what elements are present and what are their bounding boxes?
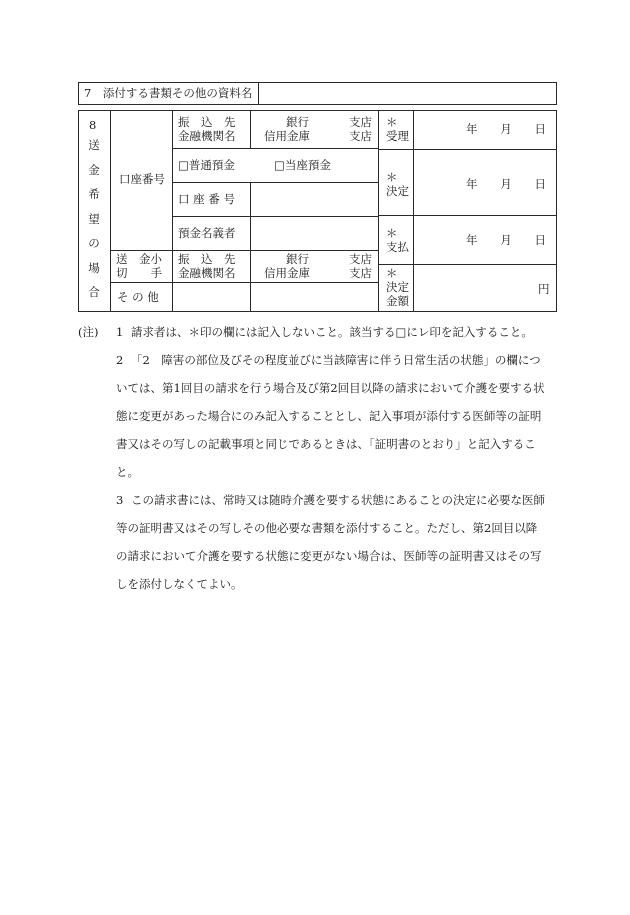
received-label: ＊ 受理 xyxy=(386,115,409,143)
decided-date: 年 月 日 xyxy=(466,177,546,191)
section8-vertical-label: 送 金 希 望 の 場 合 xyxy=(88,138,100,299)
bank-label: 振 込 先 金融機関名 xyxy=(178,252,236,280)
note-item-3-cont: 等の証明書又はその写しその他必要な書類を添付すること。ただし、第2回目以降 の請求において介護を要する状態に変更がない場合は、医師等の証明書又はその写 しを添付しなくてよい。 xyxy=(116,521,542,591)
table-border xyxy=(78,311,556,312)
current-deposit-checkbox[interactable]: □当座預金 xyxy=(274,158,331,172)
bank-name-field[interactable]: 銀行 支店 信用金庫 支店 xyxy=(264,115,372,143)
note-number: 3 xyxy=(116,493,124,507)
note-item-2: 「2 障害の部位及びその程度並びに当該障害に伴う日常生活の状態」の欄につ xyxy=(131,353,541,367)
table-border xyxy=(378,264,556,265)
account-number-field[interactable] xyxy=(251,183,377,215)
table-border xyxy=(413,110,414,312)
paid-label: ＊ 支払 xyxy=(386,226,409,254)
received-date: 年 月 日 xyxy=(466,122,546,136)
section8-number: 8 xyxy=(89,118,97,132)
table-border xyxy=(556,110,557,312)
holder-label: 預金名義者 xyxy=(178,226,236,240)
ordinary-deposit-checkbox[interactable]: □普通預金 xyxy=(178,158,235,172)
note-item-2-cont: いては、第1回目の請求を行う場合及び第2回目以降の請求において介護を要する状 態に変更があった場合にのみ記入することとし、記入事項が添付する医師等の証明 書又はその写しの記載事項と同じであるときは、「証明書のとおり」と記入するこ と。 xyxy=(116,381,545,479)
table-border xyxy=(378,149,556,150)
yen-unit: 円 xyxy=(538,282,550,296)
table-border xyxy=(250,110,251,148)
holder-name-field[interactable] xyxy=(251,217,377,249)
decided-label: ＊ 決定 xyxy=(386,170,409,198)
bank-label: 振 込 先 金融機関名 xyxy=(178,115,236,143)
table-border xyxy=(78,104,556,105)
table-border xyxy=(172,148,378,149)
decided-amount-label: ＊ 決定 金額 xyxy=(386,266,409,308)
table-border xyxy=(378,110,379,312)
table-border xyxy=(556,82,557,105)
attached-documents-field[interactable] xyxy=(259,83,555,104)
account-number-group-label: 口座番号 xyxy=(119,172,165,186)
postal-remittance-label: 送 金小 切 手 xyxy=(116,252,162,280)
table-border xyxy=(78,110,79,312)
table-border xyxy=(378,215,556,216)
other-label: そ の 他 xyxy=(117,290,159,304)
other-field[interactable] xyxy=(173,283,377,311)
notes-head: (注) xyxy=(78,325,99,339)
account-no-label: 口 座 番 号 xyxy=(178,192,235,206)
section7-label: 7 添付する書類その他の資料名 xyxy=(84,86,253,100)
note-number: 1 xyxy=(116,325,124,339)
table-border xyxy=(78,110,556,111)
note-number: 2 xyxy=(116,353,124,367)
note-item-3: この請求書には、常時又は随時介護を要する状態にあることの決定に必要な医師 xyxy=(131,493,545,507)
bank-name-field[interactable]: 銀行 支店 信用金庫 支店 xyxy=(264,252,372,280)
table-border xyxy=(78,82,79,105)
table-border xyxy=(110,250,378,251)
paid-date: 年 月 日 xyxy=(466,233,546,247)
note-item-1: 請求者は、＊印の欄には記入しないこと。該当する□にレ印を記入すること。 xyxy=(131,325,533,339)
